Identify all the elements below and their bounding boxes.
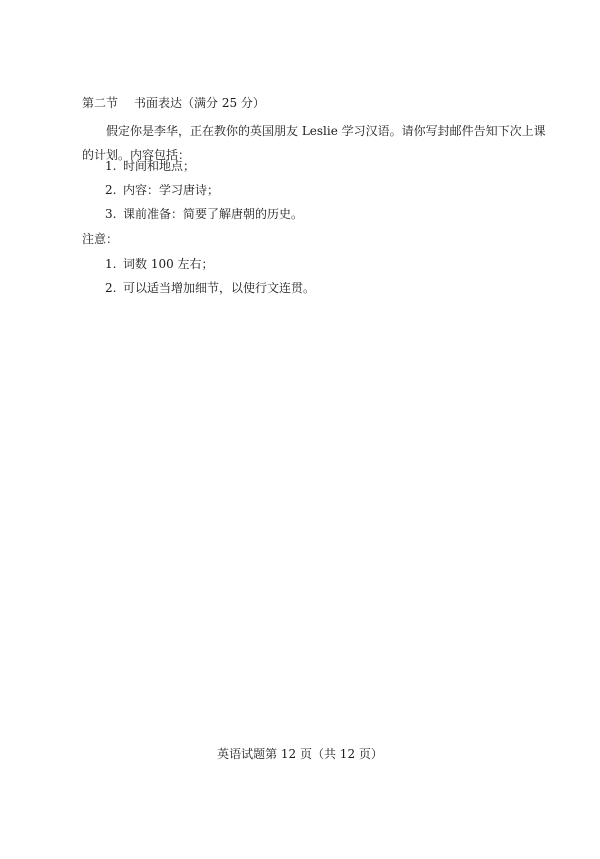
item-number: 1. bbox=[105, 159, 117, 173]
item-text: 内容：学习唐诗； bbox=[123, 183, 220, 197]
section-heading bbox=[82, 96, 265, 110]
section-label: 第二节 bbox=[82, 96, 119, 110]
item-number: 1. bbox=[105, 257, 117, 271]
list-item bbox=[105, 178, 303, 202]
item-text: 课前准备：简要了解唐朝的历史。 bbox=[123, 207, 304, 221]
list-item bbox=[105, 252, 315, 276]
notes-list bbox=[105, 252, 315, 300]
list-item bbox=[105, 202, 303, 226]
item-number: 2. bbox=[105, 281, 117, 295]
list-item bbox=[105, 154, 303, 178]
task-prompt: 假定你是李华，正在教你的英国朋友 Leslie 学习汉语。请你写封邮件告知下次上课的计划。内容包括： bbox=[82, 124, 546, 162]
page-footer: 英语试题第 12 页（共 12 页） bbox=[217, 747, 383, 761]
item-text: 可以适当增加细节，以使行文连贯。 bbox=[123, 281, 316, 295]
list-item bbox=[105, 276, 315, 300]
item-text: 时间和地点； bbox=[123, 159, 196, 173]
item-number: 3. bbox=[105, 207, 117, 221]
content-list bbox=[105, 154, 303, 226]
item-text: 词数 100 左右； bbox=[123, 257, 214, 271]
notes-heading: 注意： bbox=[82, 232, 119, 246]
item-number: 2. bbox=[105, 183, 117, 197]
section-title: 书面表达（满分 25 分） bbox=[134, 96, 265, 110]
